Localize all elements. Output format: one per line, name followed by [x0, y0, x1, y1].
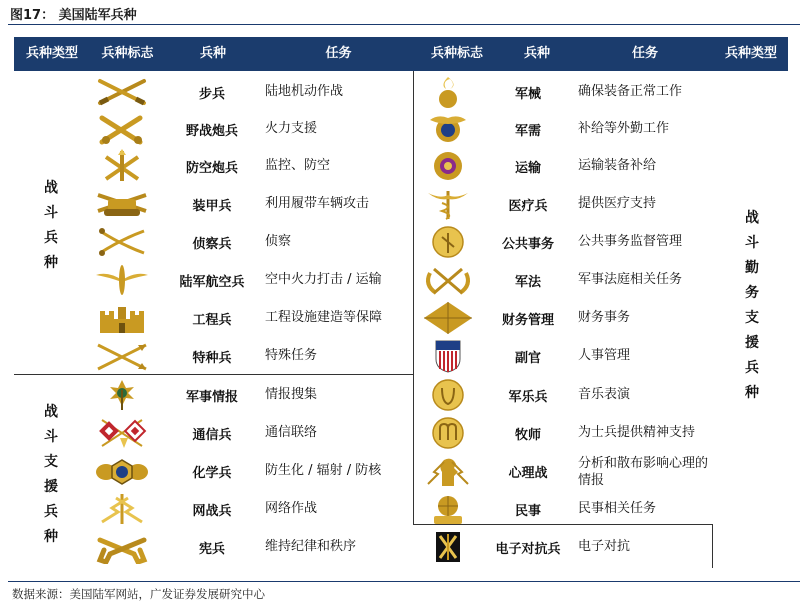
benzene-retorts-icon: [94, 454, 150, 488]
branch-task: 情报搜集: [265, 387, 318, 402]
cyber-lightning-icon: [94, 492, 150, 526]
source-note: 数据来源：美国陆军网站，广发证券发展研究中心: [12, 587, 265, 601]
category-combat: 战斗兵种: [44, 180, 58, 271]
header-type-left: 兵种类型: [25, 46, 78, 61]
branch-task: 电子对抗: [578, 539, 631, 554]
signal-flags-icon: [94, 416, 150, 450]
branch-name: 民事: [514, 504, 541, 519]
branch-name: 医疗兵: [508, 199, 548, 214]
branch-name: 化学兵: [192, 466, 232, 481]
branch-name: 军械: [514, 87, 541, 102]
branch-name: 财务管理: [501, 313, 554, 328]
branch-name: 军法: [514, 275, 541, 290]
crossed-sabers-icon: [94, 225, 150, 259]
branch-name: 宪兵: [198, 542, 225, 557]
lyre-disc-icon: [420, 378, 476, 412]
branch-task: 网络作战: [265, 501, 318, 516]
shield-stars-stripes-icon: [420, 339, 476, 373]
branch-name: 通信兵: [192, 428, 232, 443]
branch-task: 补给等外勤工作: [578, 121, 670, 136]
castle-icon: [94, 301, 150, 335]
branch-name: 心理战: [508, 466, 548, 481]
eagle-wheel-icon: [420, 112, 476, 146]
branch-name: 工程兵: [192, 313, 232, 328]
dagger-compass-icon: [94, 378, 150, 412]
branch-name: 防空炮兵: [185, 161, 238, 176]
branch-task: 人事管理: [578, 348, 631, 363]
branch-name: 网战兵: [192, 504, 232, 519]
branch-task: 侦察: [265, 234, 292, 249]
branch-name: 陆军航空兵: [179, 275, 245, 290]
branch-task: 分析和散布影响心理的情报: [578, 456, 709, 488]
flaming-bomb-icon: [420, 75, 476, 109]
branch-task: 提供医疗支持: [578, 196, 657, 211]
branch-name: 装甲兵: [192, 199, 232, 214]
right-bottom-vertical: [712, 524, 713, 568]
branch-task: 运输装备补给: [578, 158, 657, 173]
figure-title: 图17： 美国陆军兵种: [10, 8, 137, 23]
knight-lightning-icon: [420, 454, 476, 488]
header-branch-right: 兵种: [523, 46, 550, 61]
branch-task: 确保装备正常工作: [578, 84, 683, 99]
branch-task: 通信联络: [265, 425, 318, 440]
torch-disc-icon: [420, 225, 476, 259]
category-combat-support: 战斗支援兵种: [44, 404, 58, 545]
header-type-right: 兵种类型: [724, 46, 777, 61]
branch-name: 公共事务: [501, 237, 554, 252]
category-service-support: 战斗勤务支援兵种: [745, 210, 759, 401]
center-divider: [413, 71, 414, 525]
title-rule: [8, 24, 800, 25]
branch-name: 电子对抗兵: [495, 542, 561, 557]
bottom-rule: [8, 581, 800, 582]
crossed-arrows-icon: [94, 339, 150, 373]
branch-task: 军事法庭相关任务: [578, 272, 683, 287]
missile-cannons-icon: [94, 149, 150, 183]
branch-task: 工程设施建造等保障: [265, 310, 383, 325]
branch-task: 为士兵提供精神支持: [578, 425, 696, 440]
pen-sword-wreath-icon: [420, 263, 476, 297]
caduceus-icon: [420, 187, 476, 221]
branch-task: 民事相关任务: [578, 501, 657, 516]
branch-task: 防生化 / 辐射 / 防核: [265, 463, 382, 478]
branch-task: 公共事务监督管理: [578, 234, 683, 249]
header-branch-left: 兵种: [199, 46, 226, 61]
branch-task: 特殊任务: [265, 348, 318, 363]
branch-task: 音乐表演: [578, 387, 631, 402]
branch-name: 军事情报: [185, 390, 238, 405]
ship-wheel-icon: [420, 149, 476, 183]
branch-name: 副官: [514, 351, 541, 366]
table-header: [14, 37, 788, 71]
branch-name: 军乐兵: [508, 390, 548, 405]
header-task-left: 任务: [325, 46, 352, 61]
crossed-rifles-icon: [94, 75, 150, 109]
branch-task: 火力支援: [265, 121, 318, 136]
crossed-cannons-icon: [94, 112, 150, 146]
left-section-divider: [14, 374, 413, 375]
branch-task: 陆地机动作战: [265, 84, 344, 99]
tank-icon: [94, 187, 150, 221]
tablets-disc-icon: [420, 416, 476, 450]
branch-name: 侦察兵: [192, 237, 232, 252]
globe-scroll-icon: [420, 492, 476, 526]
branch-name: 牧师: [514, 428, 541, 443]
lightning-shield-icon: [420, 530, 476, 564]
branch-name: 特种兵: [192, 351, 232, 366]
branch-name: 步兵: [198, 87, 225, 102]
crossed-pistols-icon: [94, 530, 150, 564]
branch-task: 利用履带车辆攻击: [265, 196, 370, 211]
diamond-icon: [420, 301, 476, 335]
header-task-right: 任务: [631, 46, 658, 61]
branch-name: 野战炮兵: [185, 124, 238, 139]
header-badge-left: 兵种标志: [101, 46, 154, 61]
propeller-wings-icon: [94, 263, 150, 297]
branch-task: 监控、防空: [265, 158, 331, 173]
branch-name: 运输: [514, 161, 541, 176]
branch-task: 财务事务: [578, 310, 631, 325]
header-badge-right: 兵种标志: [430, 46, 483, 61]
branch-task: 维持纪律和秩序: [265, 539, 357, 554]
branch-task: 空中火力打击 / 运输: [265, 272, 382, 287]
branch-name: 军需: [514, 124, 541, 139]
